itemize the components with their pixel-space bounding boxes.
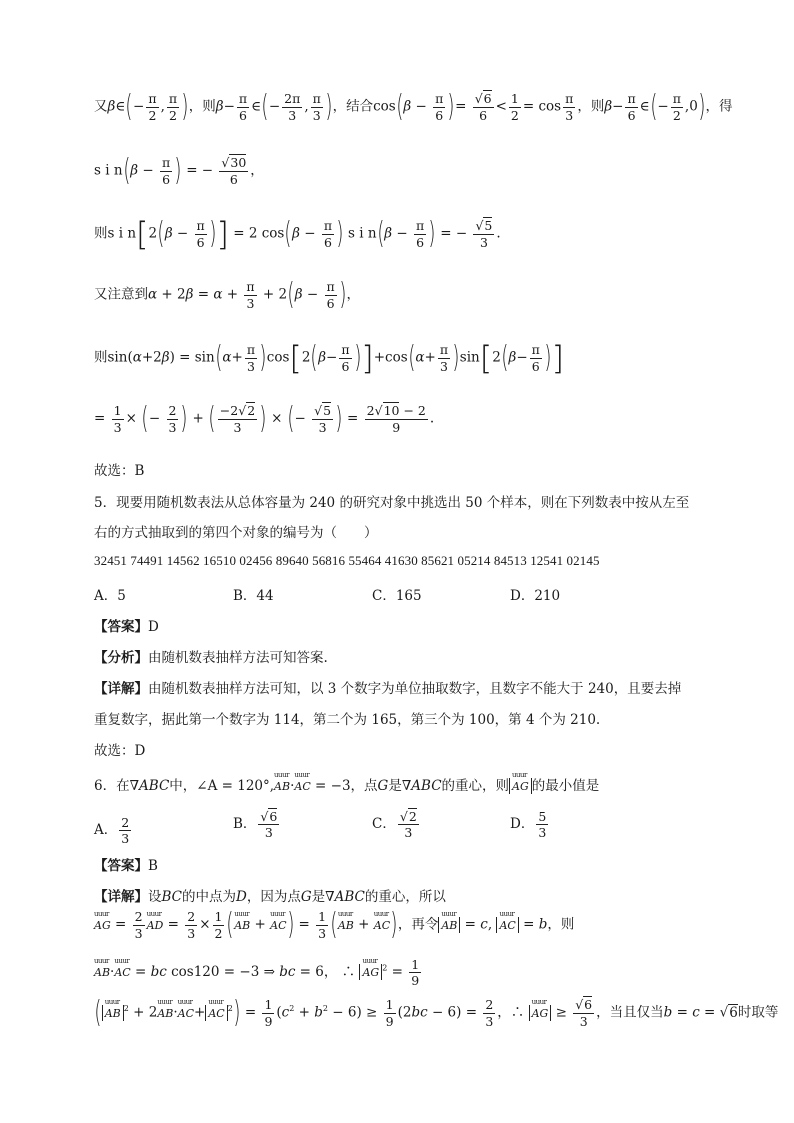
solution-line-6: = $\frac{1}{3}$ × (− $\frac{2}{3}$ ) + ( $\frac{-2√2}{3}$ ) × (− $\frac{√5}{3}$ ) = $\frac{2√10 - 2}{9}$ .	[94, 401, 435, 436]
q5-random-number-table: 32451 74491 14562 16510 02456 89640 56816 55464 41630 85621 05214 84513 12541 02145	[94, 553, 600, 568]
q5-detail-line-1: 【详解】由随机数表抽样方法可知，以 3 个数字为单位抽取数字，且数字不能大于 240，且要去掉	[94, 681, 682, 697]
detail-tag: 【详解】	[94, 681, 148, 697]
q5-stem-line-2: 右的方式抽取到的第四个对象的编号为（ ）	[94, 525, 378, 541]
q5-option-d[interactable]: D．210	[510, 588, 561, 604]
q5-analysis: 【分析】由随机数表抽样方法可知答案.	[94, 650, 328, 666]
detail-tag: 【详解】	[94, 889, 148, 905]
analysis-tag: 【分析】	[94, 650, 148, 666]
q6-option-a[interactable]: A． $\frac{2}{3}$	[94, 815, 130, 847]
q6-detail-line-4: (uuur AB $^2$ + 2uuur AB·uuur AC+uuur AC $^2$) = $\frac{1}{9}$ $(c^2 + b^2 - 6)$ ≥ $\frac{1}{9}$ (2bc − 6) = $\frac{2}{3}$ ，∴ uuur AG ≥ $\frac{√6}{3}$ ，当且仅当b = c = √6时取等	[94, 998, 778, 1028]
answer-choice-q4: 故选：B	[94, 463, 145, 479]
q5-option-c[interactable]: C．165	[372, 588, 422, 604]
answer-tag: 【答案】	[94, 858, 148, 874]
q5-stem-line-1: 5．现要用随机数表法从总体容量为 240 的研究对象中挑选出 50 个样本，则在下列数表中按从左至	[94, 495, 690, 511]
q6-detail-line-2: uuur AG = $\frac{2}{3}$ uuur AD = $\frac{2}{3}$ × $\frac{1}{2}$ (uuur AB + uuur AC) = $\frac{1}{3}$ (uuur AB + uuur AC)，再令uuur AB = c, uuur AC = b，则	[94, 910, 574, 940]
q6-option-b[interactable]: B． $\frac{√6}{3}$	[233, 809, 278, 841]
q5-choice: 故选：D	[94, 743, 146, 759]
q6-answer: 【答案】B	[94, 858, 158, 874]
solution-line-1: 又β∈(− $\frac{\pi}{2}$ , $\frac{\pi}{2}$ )，则β− $\frac{\pi}{6}$ ∈(− $\frac{2\pi}{3}$ , $\frac{\pi}{3}$ )，结合cos(β − $\frac{\pi}{6}$ )= $\frac{√6}{6}$ < $\frac{1}{2}$ = cos $\frac{\pi}{3}$ ，则β− $\frac{\pi}{6}$ ∈(− $\frac{\pi}{2}$ ,0)，得	[94, 89, 733, 124]
q5-option-a[interactable]: A．5	[94, 588, 126, 604]
q6-option-d[interactable]: D． $\frac{5}{3}$	[510, 809, 547, 841]
solution-line-2: s i n(β − $\frac{\pi}{6}$ ) = − $\frac{√30}{6}$ ，	[94, 153, 264, 188]
answer-tag: 【答案】	[94, 619, 148, 635]
solution-line-5: 则sin(α+2β) = sin(α+ $\frac{\pi}{3}$ )cos[2(β− $\frac{\pi}{6}$ )]+cos(α+ $\frac{\pi}{3}$ )sin[2(β− $\frac{\pi}{6}$ )]	[94, 339, 565, 377]
q6-option-c[interactable]: C． $\frac{√2}{3}$	[372, 809, 417, 841]
q5-detail-line-2: 重复数字，据此第一个数字为 114，第二个为 165，第三个为 100，第 4 个为 210.	[94, 712, 601, 728]
q6-stem: 6．在∇ABC中，∠A = 120°,uuur AB·uuur AC = −3，点G是∇ABC的重心，则uuur AG 的最小值是	[94, 774, 599, 794]
q5-option-b[interactable]: B．44	[233, 588, 274, 604]
q6-options	[94, 809, 694, 852]
solution-line-4: 又注意到α + 2β = α + $\frac{\pi}{3}$ + 2(β − $\frac{\pi}{6}$ )，	[94, 277, 360, 312]
solution-line-3: 则s i n[2(β − $\frac{\pi}{6}$ )] = 2 cos(β − $\frac{\pi}{6}$ ) s i n(β − $\frac{\pi}{6}$ ) = − $\frac{√5}{3}$ .	[94, 215, 501, 253]
q6-detail-line-1: 【详解】设BC的中点为D，因为点G是∇ABC的重心，所以	[94, 889, 446, 905]
q6-detail-line-3: uuur AB·uuur AC = bc cos120 = −3 ⇒ bc = 6， ∴ uuur AG $^2$ = $\frac{1}{9}$	[94, 958, 423, 987]
q5-answer: 【答案】D	[94, 619, 159, 635]
